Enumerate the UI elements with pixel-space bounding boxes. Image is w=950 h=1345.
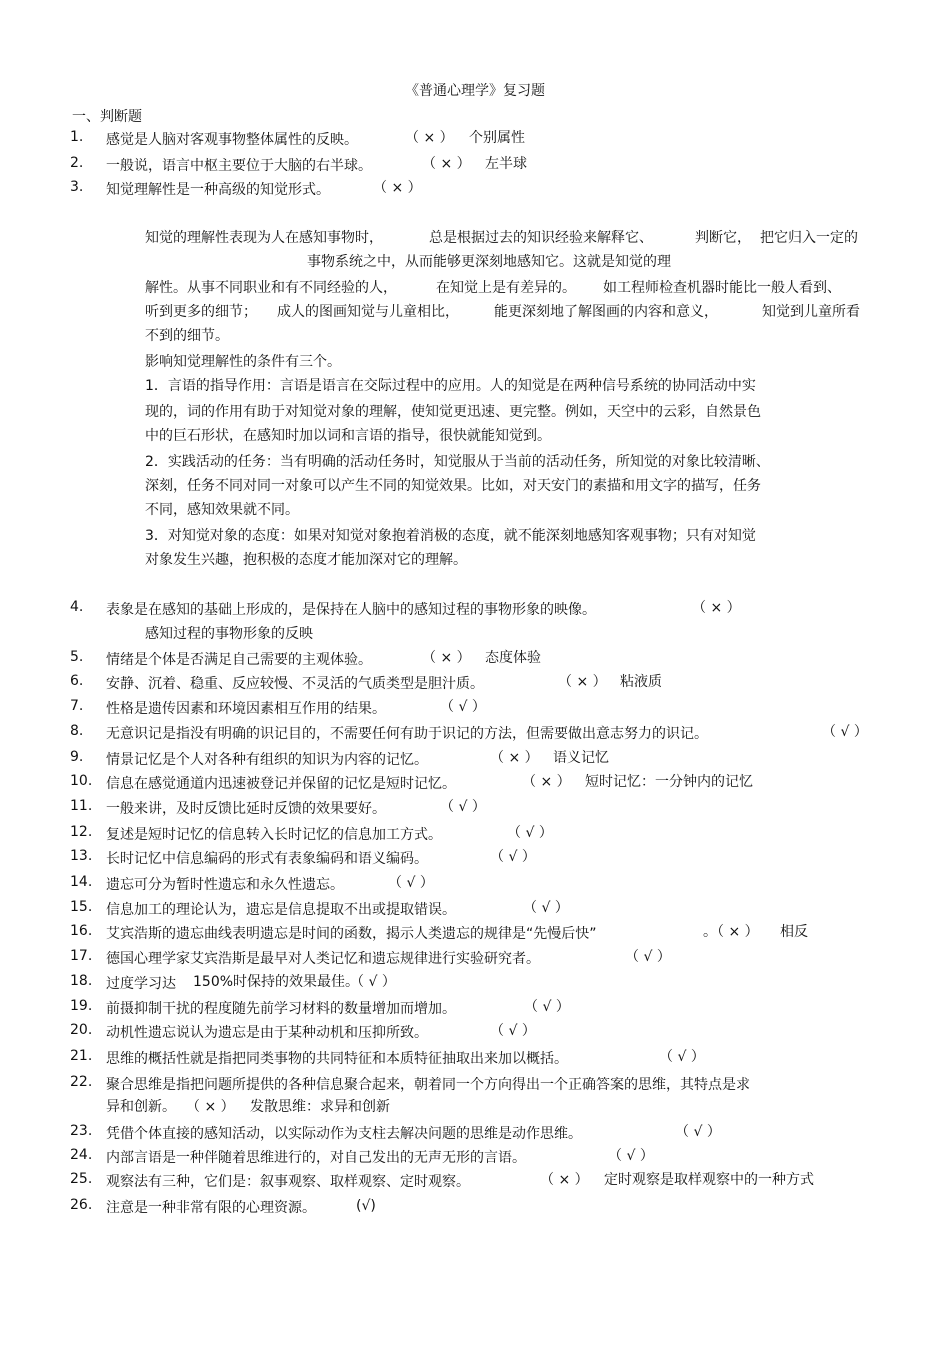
question-text: 无意识记是指没有明确的识记目的，不需要任何有助于识记的方法，但需要做出意志努力的识记。 [106,726,708,742]
answer-mark: （ √ ） [440,699,486,715]
question-number: 14. [70,874,93,890]
answer-mark: （ × ） [540,1172,589,1188]
explanation-line: 解性。从事不同职业和有不同经验的人， [145,280,397,296]
correction-note: 相反 [780,924,808,940]
question-number: 4. [70,599,84,615]
correction-note: 左半球 [485,156,527,172]
question-text: 遗忘可分为暂时性遗忘和永久性遗忘。 [106,877,344,893]
explanation-line: 把它归入一定的 [760,230,858,246]
question-number: 13. [70,848,93,864]
answer-mark: （ × ） [522,774,571,790]
correction-note: 语义记忆 [553,750,609,766]
question-number: 17. [70,948,93,964]
answer-mark: （ √ ） [490,1023,536,1039]
question-number: 12. [70,824,93,840]
answer-mark: 。（ × ） [703,924,759,940]
question-number: 10. [70,773,93,789]
question-number: 7. [70,698,84,714]
question-text: 一般来讲，及时反馈比延时反馈的效果要好。 [106,801,386,817]
question-text: 思维的概括性就是指把同类事物的共同特征和本质特征抽取出来加以概括。 [106,1051,568,1067]
correction-note: 态度体验 [485,650,541,666]
question-number: 19. [70,998,93,1014]
question-number: 2. [70,155,84,171]
question-text: 过度学习达 [106,976,176,992]
question-text: 艾宾浩斯的遗忘曲线表明遗忘是时间的函数，揭示人类遗忘的规律是“先慢后快” [106,926,597,942]
explanation-line: 现的，词的作用有助于对知觉对象的理解，使知觉更迅速、更完整。例如，天空中的云彩，自然景色 [145,404,761,420]
answer-mark: （ √ ） [659,1049,705,1065]
question-text: 长时记忆中信息编码的形式有表象编码和语义编码。 [106,851,428,867]
explanation-line: 总是根据过去的知识经验来解释它、 [429,230,653,246]
explanation-line: 1．言语的指导作用：言语是语言在交际过程中的应用。人的知觉是在两种信号系统的协同活动中实 [145,378,756,394]
answer-mark: （ √ ） [350,974,396,990]
question-number: 6. [70,673,84,689]
correction-note: 短时记忆：一分钟内的记忆 [585,774,753,790]
answer-mark: （ √ ） [523,900,569,916]
question-text-continued: 异和创新。 [106,1099,176,1115]
question-number: 5. [70,649,84,665]
answer-mark: （ √ ） [822,724,868,740]
question-text: 表象是在感知的基础上形成的，是保持在人脑中的感知过程的事物形象的映像。 [106,602,596,618]
answer-mark: （ × ） [558,674,607,690]
section-heading: 一、判断题 [72,109,142,125]
answer-mark: （ × ） [373,180,422,196]
question-text: 一般说，语言中枢主要位于大脑的右半球。 [106,158,372,174]
question-number: 25. [70,1171,93,1187]
question-number: 1. [70,129,84,145]
question-text: 信息加工的理论认为，遗忘是信息提取不出或提取错误。 [106,902,456,918]
correction-note: 发散思维：求异和创新 [250,1099,390,1115]
answer-mark: （ √ ） [490,849,536,865]
explanation-line: 3．对知觉对象的态度：如果对知觉对象抱着消极的态度，就不能深刻地感知客观事物；只有对知觉 [145,528,756,544]
answer-mark: （ × ） [422,650,471,666]
answer-mark: (√) [356,1198,376,1214]
answer-mark: （ √ ） [507,825,553,841]
question-number: 24. [70,1147,93,1163]
question-text: 复述是短时记忆的信息转入长时记忆的信息加工方式。 [106,827,442,843]
answer-mark: （ √ ） [625,949,671,965]
explanation-line: 听到更多的细节； [145,304,257,320]
answer-mark: （ × ） [490,750,539,766]
question-text: 情绪是个体是否满足自己需要的主观体验。 [106,652,372,668]
explanation-line: 知觉的理解性表现为人在感知事物时， [145,230,383,246]
question-text: 信息在感觉通道内迅速被登记并保留的记忆是短时记忆。 [106,776,456,792]
answer-mark: （ × ） [692,600,741,616]
answer-mark: （ × ） [186,1099,235,1115]
question-text: 前摄抑制干扰的程度随先前学习材料的数量增加而增加。 [106,1001,456,1017]
question-text: 德国心理学家艾宾浩斯是最早对人类记忆和遗忘规律进行实验研究者。 [106,951,540,967]
question-number: 11. [70,798,93,814]
explanation-line: 2．实践活动的任务：当有明确的活动任务时，知觉服从于当前的活动任务，所知觉的对象比较清晰、 [145,454,770,470]
explanation-line: 不到的细节。 [145,328,229,344]
question-text: 感觉是人脑对客观事物整体属性的反映。 [106,132,358,148]
explanation-line: 影响知觉理解性的条件有三个。 [145,354,341,370]
question-number: 15. [70,899,93,915]
correction-note: 粘液质 [620,674,662,690]
question-text: 安静、沉着、稳重、反应较慢、不灵活的气质类型是胆汁质。 [106,676,484,692]
question-number: 3. [70,179,84,195]
question-number: 18. [70,973,93,989]
document-title: 《普通心理学》复习题 [405,83,545,99]
explanation-line: 不同，感知效果就不同。 [145,502,299,518]
answer-mark: （ √ ） [388,875,434,891]
question-number: 23. [70,1123,93,1139]
question-number: 8. [70,723,84,739]
answer-mark: （ × ） [422,156,471,172]
explanation-line: 成人的图画知觉与儿童相比， [277,304,459,320]
question-text: 内部言语是一种伴随着思维进行的，对自己发出的无声无形的言语。 [106,1150,526,1166]
question-text: 动机性遗忘说认为遗忘是由于某种动机和压抑所致。 [106,1025,428,1041]
question-text: 情景记忆是个人对各种有组织的知识为内容的记忆。 [106,752,428,768]
explanation-line: 能更深刻地了解图画的内容和意义， [494,304,718,320]
answer-mark: （ √ ） [440,799,486,815]
question-text: 性格是遗传因素和环境因素相互作用的结果。 [106,701,386,717]
question-text: 凭借个体直接的感知活动，以实际动作为支柱去解决问题的思维是动作思维。 [106,1126,582,1142]
question-text: 注意是一种非常有限的心理资源。 [106,1200,316,1216]
correction-note: 个别属性 [469,130,525,146]
correction-note: 定时观察是取样观察中的一种方式 [604,1172,814,1188]
answer-mark: （ √ ） [608,1148,654,1164]
question-text-continued: 150%时保持的效果最佳。 [193,974,360,990]
answer-mark: （ √ ） [675,1124,721,1140]
explanation-line: 对象发生兴趣，抱积极的态度才能加深对它的理解。 [145,552,467,568]
question-number: 22. [70,1074,93,1090]
explanation-line: 判断它， [695,230,751,246]
question-text: 观察法有三种，它们是：叙事观察、取样观察、定时观察。 [106,1174,470,1190]
correction-note: 感知过程的事物形象的反映 [145,626,313,642]
explanation-line: 知觉到儿童所看 [762,304,860,320]
answer-mark: （ √ ） [524,999,570,1015]
question-number: 20. [70,1022,93,1038]
explanation-line: 深刻，任务不同对同一对象可以产生不同的知觉效果。比如，对天安门的素描和用文字的描写，任务 [145,478,761,494]
question-number: 16. [70,923,93,939]
question-text: 知觉理解性是一种高级的知觉形式。 [106,182,330,198]
explanation-line: 如工程师检查机器时能比一般人看到、 [603,280,841,296]
explanation-line: 事物系统之中，从而能够更深刻地感知它。这就是知觉的理 [307,254,671,270]
explanation-line: 中的巨石形状，在感知时加以词和言语的指导，很快就能知觉到。 [145,428,551,444]
question-number: 26. [70,1197,93,1213]
answer-mark: （ × ） [405,130,454,146]
explanation-line: 在知觉上是有差异的。 [436,280,576,296]
question-number: 9. [70,749,84,765]
question-number: 21. [70,1048,93,1064]
question-text: 聚合思维是指把问题所提供的各种信息聚合起来，朝着同一个方向得出一个正确答案的思维，其特点是求 [106,1077,750,1093]
